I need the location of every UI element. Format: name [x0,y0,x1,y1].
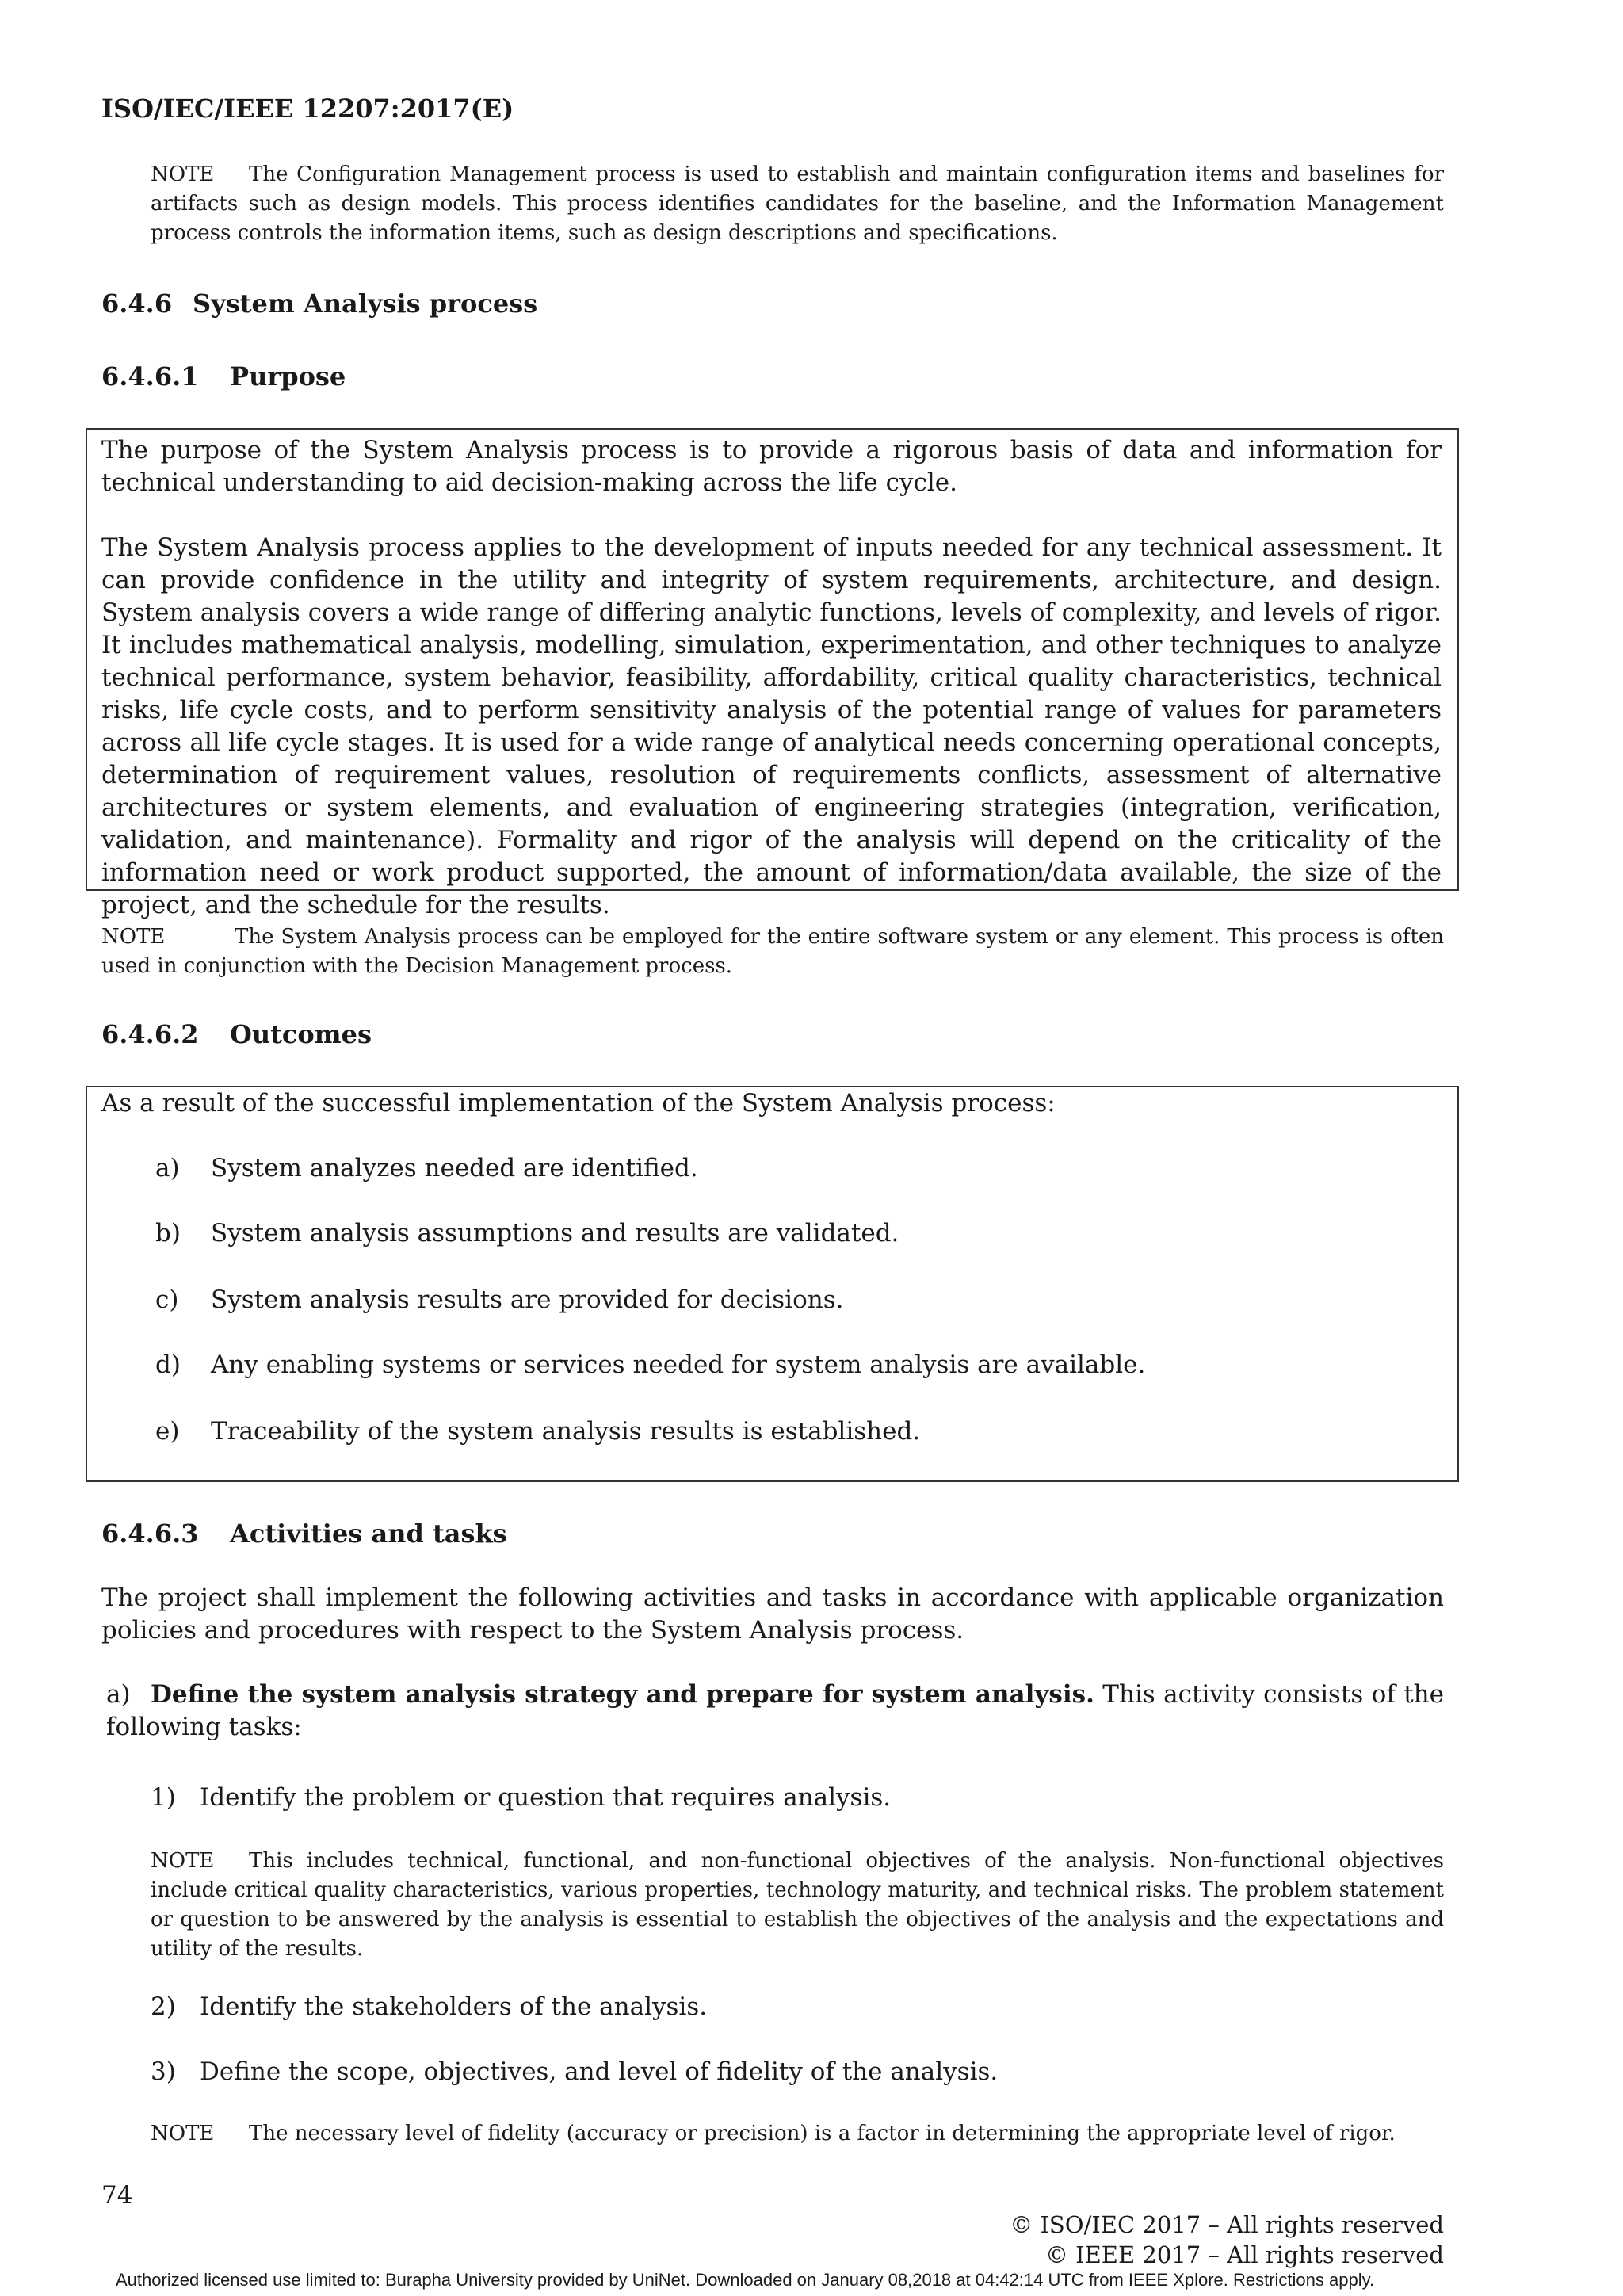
outcomes-title: Outcomes [230,1019,372,1049]
note-text: The necessary level of fidelity (accuracy or precision) is a factor in determining the appropriate level of rigor. [249,2122,1396,2145]
outcome-item: e) Traceability of the system analysis results is established. [155,1417,921,1446]
purpose-paragraph-1: The purpose of the System Analysis process is to provide a rigorous basis of data and information for technical understanding to aid decision-making across the life cycle. [101,436,1442,497]
task-item: 1) Identify the problem or question that requires analysis. [151,1783,892,1812]
purpose-paragraph-2: The System Analysis process applies to the development of inputs needed for any technical assessment. It can provide confidence in the utility and integrity of system requirements, architecture, and design. System analysis covers a wide range of differing analytic functions, levels of complexity, and levels of rigor. It includes mathematical analysis, modelling, simulation, experimentation, and other techniques to analyze technical performance, system behavior, feasibility, affordability, critical quality characteristics, technical risks, life cycle costs, and to perform sensitivity analysis of the potential range of values for parameters across all life cycle stages. It is used for a wide range of analytical needs concerning operational concepts, determination of requirement values, resolution of requirements conflicts, assessment of alternative architectures or system elements, and evaluation of engineering strategies (integration, verification, validation, and maintenance). Formality and rigor of the analysis will depend on the criticality of the information need or work product supported, the amount of information/data available, the size of the project, and the schedule for the results. [101,533,1442,919]
purpose-number: 6.4.6.1 [101,361,199,392]
purpose-title: Purpose [230,361,346,392]
copyright-iso: © ISO/IEC 2017 – All rights reserved [1010,2211,1444,2238]
activity-description: This activity consists of the following tasks: [106,1680,1444,1741]
outcome-item: b) System analysis assumptions and results are validated. [155,1219,899,1247]
section-heading [101,288,537,319]
section-number: 6.4.6 [101,288,173,319]
section-title: System Analysis process [193,288,538,319]
activity-marker: a) [106,1680,131,1709]
outcomes-heading [101,1019,372,1049]
note-label: NOTE [151,1849,215,1873]
activity-a [106,1679,1444,1744]
outcomes-box [86,1086,1459,1482]
note-label: NOTE [101,925,166,949]
purpose-box [86,428,1459,919]
activity-title: Define the system analysis strategy and prepare for system analysis. [151,1680,1094,1709]
standard-identifier: ISO/IEC/IEEE 12207:2017(E) [101,94,514,124]
activities-title: Activities and tasks [230,1519,507,1549]
note-text: This includes technical, functional, and non-functional objectives of the analysis. Non-functional objectives include critical quality characteristics, various properties, technology maturity, and technical risks. The problem statement or question to be answered by the analysis is essential to establish the objectives of the analysis and the expectations and utility of the results. [151,1849,1444,1961]
note-label: NOTE [151,162,215,186]
outcome-item: c) System analysis results are provided for decisions. [155,1286,844,1314]
note-text: The System Analysis process can be employed for the entire software system or any element. This process is often used in conjunction with the Decision Management process. [101,925,1444,978]
authorization-notice: Authorized licensed use limited to: Burapha University provided by UniNet. Downloaded on January 08,2018 at 04:42:14 UTC from IEEE Xplore. Restrictions apply. [116,2270,1375,2290]
task-item: 2) Identify the stakeholders of the analysis. [151,1992,708,2021]
purpose-note [101,923,1444,981]
activities-number: 6.4.6.3 [101,1519,199,1549]
outcomes-intro: As a result of the successful implementation of the System Analysis process: [101,1089,1056,1117]
outcome-item: a) System analyzes needed are identified. [155,1154,698,1182]
activities-heading [101,1519,507,1549]
task-note [151,1847,1444,1964]
config-management-note [151,160,1444,248]
copyright-ieee: © IEEE 2017 – All rights reserved [1044,2241,1444,2268]
copyright-block [1010,2210,1444,2270]
purpose-heading [101,361,346,392]
note-text: The Configuration Management process is used to establish and maintain configuration items and baselines for artifacts such as design models. This process identifies candidates for the baseline, and the Information Management process controls the information items, such as design descriptions and specifications. [151,162,1444,245]
task-item: 3) Define the scope, objectives, and level of fidelity of the analysis. [151,2057,999,2086]
activities-intro: The project shall implement the following activities and tasks in accordance with applicable organization policies and procedures with respect to the System Analysis process. [101,1584,1444,1645]
outcome-item: d) Any enabling systems or services needed for system analysis are available. [155,1350,1146,1379]
note-label: NOTE [151,2122,215,2145]
outcomes-number: 6.4.6.2 [101,1019,199,1049]
fidelity-note [151,2119,1444,2149]
page-number: 74 [101,2181,133,2210]
